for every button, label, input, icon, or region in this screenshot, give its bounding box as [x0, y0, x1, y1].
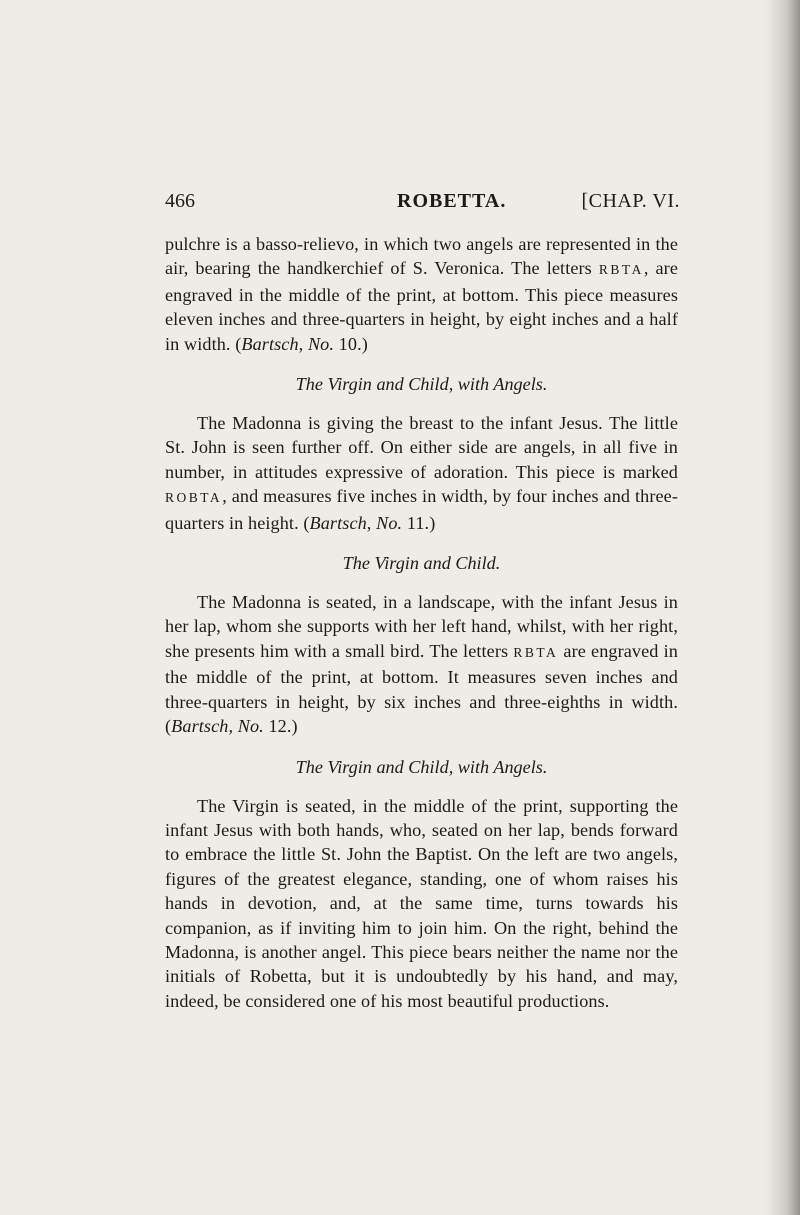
engraved-initials: RBTA	[513, 644, 559, 660]
chapter-label: [CHAP. VI.	[581, 190, 680, 212]
bartsch-reference: Bartsch, No.	[309, 512, 403, 533]
bartsch-reference: Bartsch, No.	[171, 716, 264, 737]
paragraph-continued: pulchre is a basso-relievo, in which two angels are represented in the air, bearing the handkerchief of S. Veronica. The letters RBTA, are engraved in the middle of the print, at bottom. This piece measures eleven inches and three-quarters in height, by eight inches and a half in width. (Bartsch, No. 10.)	[165, 234, 679, 354]
page-edge-shadow	[766, 0, 800, 1215]
section-heading: The Virgin and Child, with Angels.	[295, 756, 548, 777]
engraved-initials: ROBTA	[165, 490, 223, 506]
paragraph: The Virgin is seated, in the middle of the print, supporting the infant Jesus with both hands, who, seated on her lap, bends forward to embrace the little St. John the Baptist. On the left are two angels, figures of the greatest elegance, standing, one of whom raises his hands in devotion, and, at the same time, turns towards his companion, as if inviting him to join him. On the right, behind the Madonna, is another angel. This piece bears neither the name nor the initials of Robetta, but it is undoubtedly by his hand, and may, indeed, be considered one of his most beautiful productions.	[165, 795, 678, 1011]
body-text	[165, 232, 678, 1013]
running-title: ROBETTA.	[397, 190, 507, 212]
section-heading: The Virgin and Child, with Angels.	[295, 374, 548, 395]
engraved-initials: RBTA	[598, 262, 644, 278]
section-heading: The Virgin and Child.	[342, 553, 501, 574]
running-header	[165, 190, 680, 218]
bartsch-reference: Bartsch, No.	[241, 333, 335, 354]
page-number: 466	[165, 190, 195, 212]
paragraph: The Madonna is seated, in a landscape, with the infant Jesus in her lap, whom she supports with her left hand, whilst, with her right, she presents him with a small bird. The letters RBTA are engraved in the middle of the print, at bottom. It measures seven inches and three-quarters in height, by six inches and three-eighths in width. (Bartsch, No. 12.)	[165, 592, 678, 737]
paragraph: The Madonna is giving the breast to the infant Jesus. The little St. John is seen further off. On either side are angels, in all five in number, in attitudes expressive of adoration. This piece is marked ROBTA, and measures five inches in width, by four inches and three-quarters in height. (Bartsch, No. 11.)	[165, 413, 678, 533]
